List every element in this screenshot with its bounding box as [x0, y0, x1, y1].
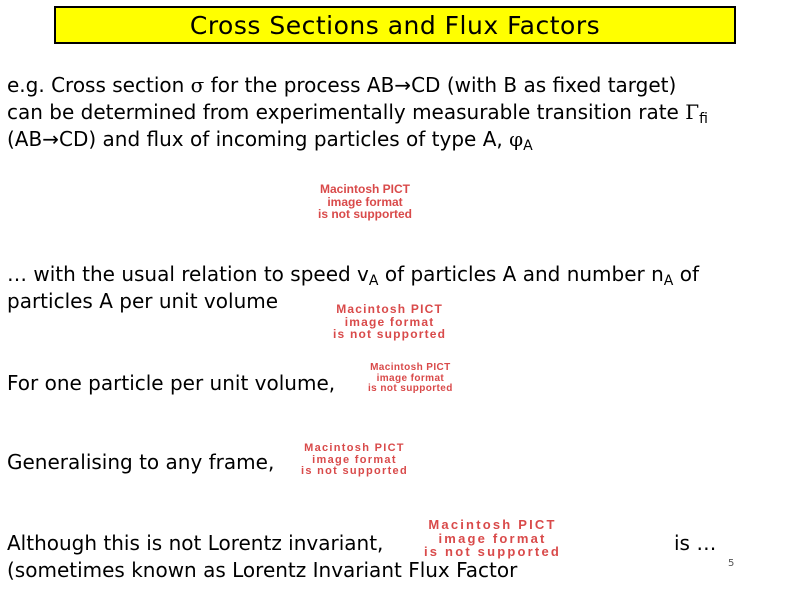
lorentz-line-1-end: is … — [674, 531, 717, 555]
text-run: of particles A and number n — [378, 262, 664, 286]
v-subscript: A — [368, 273, 379, 289]
placeholder-text: Macintosh PICT — [319, 182, 410, 196]
page-number: 5 — [728, 558, 735, 569]
intro-line-1 — [7, 72, 676, 99]
text-run: … with the usual relation to speed v — [7, 262, 369, 286]
placeholder-text: image format — [312, 453, 397, 466]
placeholder-text: is not supported — [333, 327, 447, 342]
placeholder-text: Macintosh PICT — [428, 517, 557, 532]
pict-placeholder-image — [318, 183, 412, 221]
placeholder-text: is not supported — [301, 465, 408, 478]
placeholder-text: is not supported — [318, 207, 412, 222]
placeholder-text: is not supported — [368, 383, 453, 394]
speed-line-2: particles A per unit volume — [7, 289, 279, 313]
text-run: can be determined from experimentally measurable transition rate — [7, 100, 686, 124]
placeholder-text: is not supported — [424, 544, 562, 560]
placeholder-text: Macintosh PICT — [304, 442, 405, 454]
n-subscript: A — [663, 273, 674, 289]
pict-placeholder-image — [368, 363, 453, 395]
placeholder-text: image format — [438, 530, 547, 546]
arrow-icon: → — [42, 127, 59, 151]
text-run: of — [673, 262, 699, 286]
intro-line-3 — [7, 126, 533, 160]
any-frame-line: Generalising to any frame, — [7, 450, 275, 474]
lorentz-line-1: Although this is not Lorentz invariant, — [7, 531, 384, 555]
text-run: for the process AB — [204, 73, 395, 97]
lorentz-line-2: (sometimes known as Lorentz Invariant Flux Factor — [7, 558, 518, 582]
pict-placeholder-image — [424, 518, 561, 559]
placeholder-text: image format — [327, 194, 403, 209]
one-particle-line: For one particle per unit volume, — [7, 371, 336, 395]
placeholder-text: image format — [344, 314, 435, 329]
placeholder-text: Macintosh PICT — [370, 362, 451, 373]
slide-title: Cross Sections and Flux Factors — [189, 10, 601, 40]
text-run: CD) and flux of incoming particles of type A, — [58, 127, 510, 151]
arrow-icon: → — [394, 73, 412, 97]
gamma-symbol: Γ — [685, 100, 700, 124]
text-run: CD (with B as fixed target) — [411, 73, 677, 97]
gamma-subscript: fi — [699, 111, 708, 127]
phi-subscript: A — [523, 138, 533, 154]
placeholder-text: image format — [376, 372, 445, 384]
text-run: e.g. Cross section — [7, 73, 191, 97]
text-run: (AB — [7, 127, 43, 151]
pict-placeholder-image — [301, 443, 408, 478]
sigma-symbol: σ — [190, 73, 205, 97]
phi-symbol: φ — [509, 127, 524, 151]
slide-title-box — [54, 6, 736, 44]
pict-placeholder-image — [333, 303, 446, 341]
placeholder-text: Macintosh PICT — [336, 302, 443, 316]
